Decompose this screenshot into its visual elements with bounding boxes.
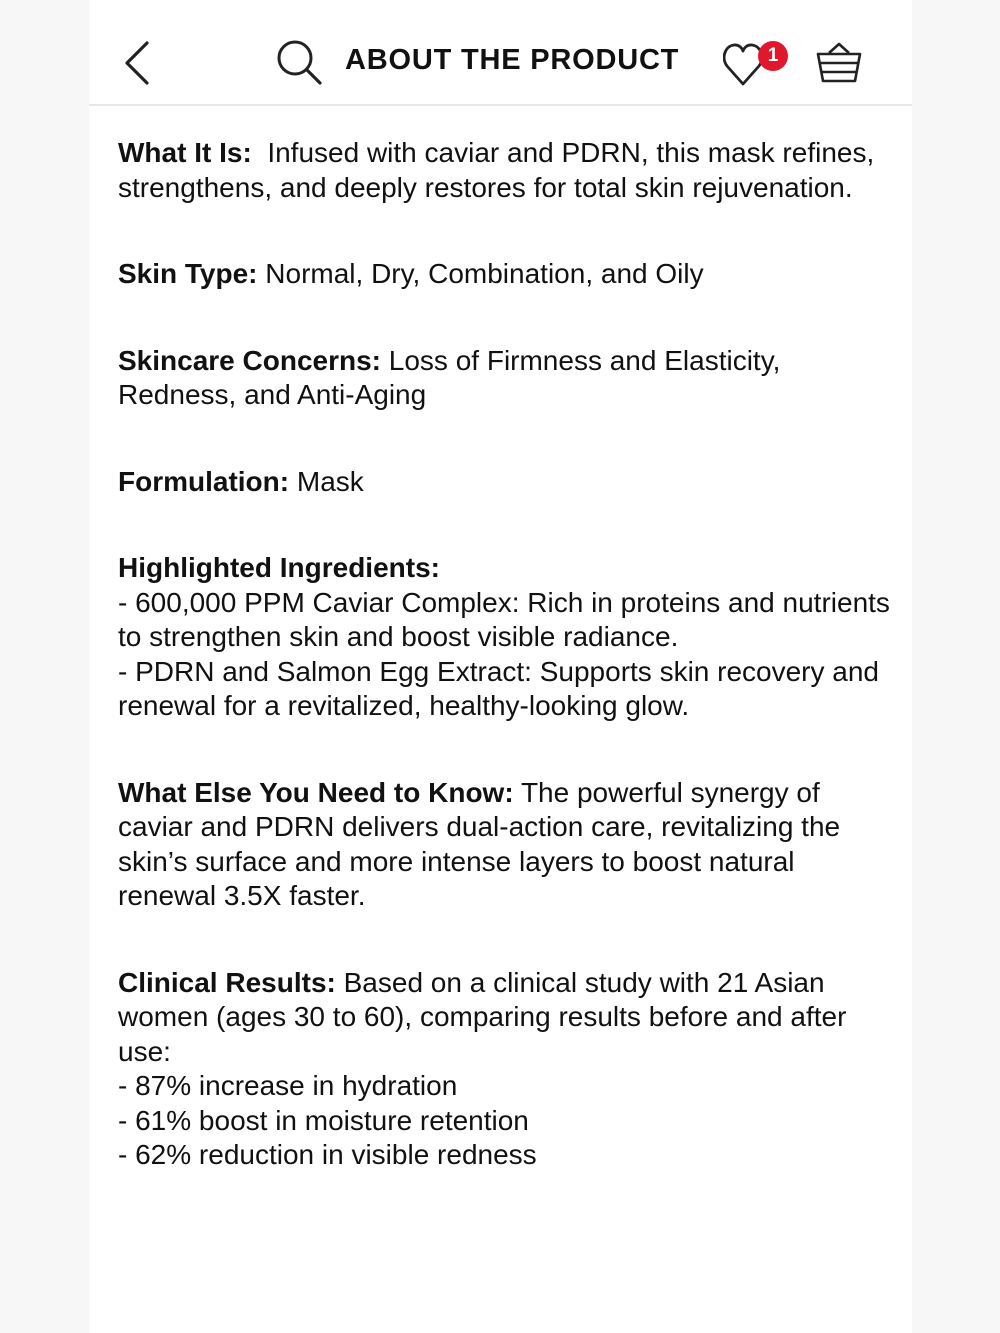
skincare-concerns-label: Skincare Concerns:	[118, 344, 381, 376]
skin-type-text: Normal, Dry, Combination, and Oily	[265, 258, 704, 289]
formulation-text: Mask	[296, 465, 364, 497]
highlighted-ingredients-section	[118, 551, 898, 724]
what-it-is-section	[118, 136, 898, 205]
formulation-label: Formulation:	[118, 465, 290, 497]
wishlist-count-badge: 1	[758, 41, 788, 71]
clinical-result-item: - 62% reduction in visible redness	[118, 1139, 537, 1170]
clinical-results-label: Clinical Results:	[118, 966, 336, 998]
formulation-section	[118, 465, 898, 500]
what-else-section	[118, 776, 898, 914]
ingredient-item: - 600,000 PPM Caviar Complex: Rich in proteins and nutrients to strengthen skin and boost visible radiance.	[118, 586, 890, 652]
search-icon[interactable]	[275, 38, 323, 86]
what-it-is-label: What It Is:	[118, 137, 252, 168]
what-it-is-text: Infused with caviar and PDRN, this mask refines, strengthens, and deeply restores for total skin rejuvenation.	[118, 137, 875, 203]
what-else-text: The powerful synergy of caviar and PDRN delivers dual-action care, revitalizing the skin’s surface and more intense layers to boost natural renewal 3.5X faster.	[118, 776, 841, 911]
top-navigation-bar	[89, 0, 912, 106]
skincare-concerns-section	[118, 344, 898, 413]
page-title: ABOUT THE PRODUCT	[345, 44, 680, 76]
clinical-result-item: - 87% increase in hydration	[118, 1070, 458, 1101]
what-else-label: What Else You Need to Know:	[118, 776, 514, 808]
chevron-left-icon[interactable]	[123, 40, 153, 86]
ingredient-item: - PDRN and Salmon Egg Extract: Supports skin recovery and renewal for a revitalized, healthy-looking glow.	[118, 655, 880, 721]
highlighted-ingredients-label: Highlighted Ingredients:	[118, 552, 440, 583]
skin-type-section	[118, 257, 898, 292]
clinical-results-section	[118, 966, 898, 1173]
product-details-content	[118, 136, 898, 1225]
clinical-result-item: - 61% boost in moisture retention	[118, 1104, 529, 1136]
skincare-concerns-text: Loss of Firmness and Elasticity, Redness, and Anti-Aging	[118, 344, 781, 410]
clinical-results-text: Based on a clinical study with 21 Asian women (ages 30 to 60), comparing results before and after use:	[118, 966, 847, 1067]
basket-icon[interactable]	[815, 40, 863, 86]
skin-type-label: Skin Type:	[118, 258, 258, 289]
